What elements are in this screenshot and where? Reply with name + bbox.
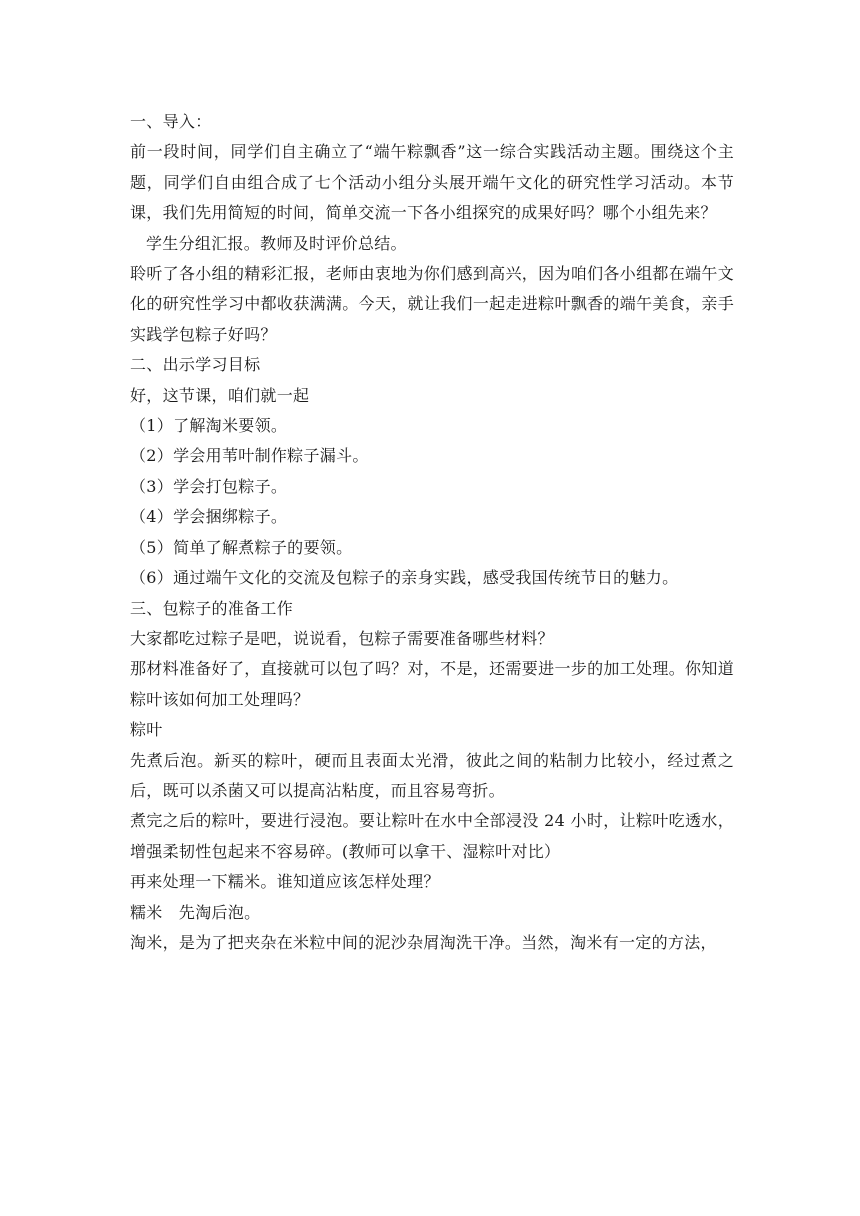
list-item-goal-1: （1）了解淘米要领。	[130, 416, 288, 436]
paragraph-washing-rice: 淘米，是为了把夹杂在米粒中间的泥沙杂屑淘洗干净。当然，淘米有一定的方法，	[130, 932, 717, 952]
paragraph-rice-question: 再来处理一下糯米。谁知道应该怎样处理？	[130, 872, 440, 892]
list-item-goal-5: （5）简单了解煮粽子的要领。	[130, 537, 353, 557]
list-item-goal-4: （4）学会捆绑粽子。	[130, 507, 288, 527]
paragraph-group-report: 学生分组汇报。教师及时评价总结。	[146, 233, 407, 253]
paragraph-theme: 前一段时间，同学们自主确立了“端午粽飘香”这一综合实践活动主题。围绕这个主题，同学们自由组合成了七个活动小组分头展开端午文化的研究性学习活动。本节课，我们先用简短的时间，简单交流一下各小组探究的成果好吗？哪个小组先来？	[130, 142, 734, 223]
subheading-zongye: 粽叶	[130, 720, 163, 740]
list-item-goal-3: （3）学会打包粽子。	[130, 476, 288, 496]
paragraph-teacher-feedback: 聆听了各小组的精彩汇报，老师由衷地为你们感到高兴，因为咱们各小组都在端午文化的研究性学习中都收获满满。今天，就让我们一起走进粽叶飘香的端午美食，亲手实践学包粽子好吗？	[130, 264, 734, 344]
paragraph-boil-then-soak: 先煮后泡。新买的粽叶，硬而且表面太光滑，彼此之间的粘制力比较小，经过煮之后，既可以杀菌又可以提高沾粘度，而且容易弯折。	[130, 750, 734, 800]
paragraph-goals-intro: 好，这节课，咱们就一起	[130, 385, 310, 405]
document-body	[130, 107, 734, 958]
subheading-glutinous-rice: 糯米 先淘后泡。	[130, 902, 261, 922]
list-item-goal-2: （2）学会用苇叶制作粽子漏斗。	[130, 446, 369, 466]
heading-introduction: 一、导入：	[130, 112, 212, 131]
heading-learning-goals: 二、出示学习目标	[130, 355, 261, 375]
list-item-goal-6: （6）通过端午文化的交流及包粽子的亲身实践，感受我国传统节日的魅力。	[130, 568, 679, 588]
heading-preparation: 三、包粽子的准备工作	[130, 598, 294, 618]
paragraph-processing-question: 那材料准备好了，直接就可以包了吗？对，不是，还需要进一步的加工处理。你知道粽叶该如何加工处理吗？	[130, 659, 734, 709]
paragraph-soaking: 煮完之后的粽叶，要进行浸泡。要让粽叶在水中全部浸没 24 小时，让粽叶吃透水，增强柔韧性包起来不容易碎。(教师可以拿干、湿粽叶对比）	[130, 811, 734, 861]
paragraph-materials-question: 大家都吃过粽子是吧，说说看，包粽子需要准备哪些材料？	[130, 628, 554, 648]
